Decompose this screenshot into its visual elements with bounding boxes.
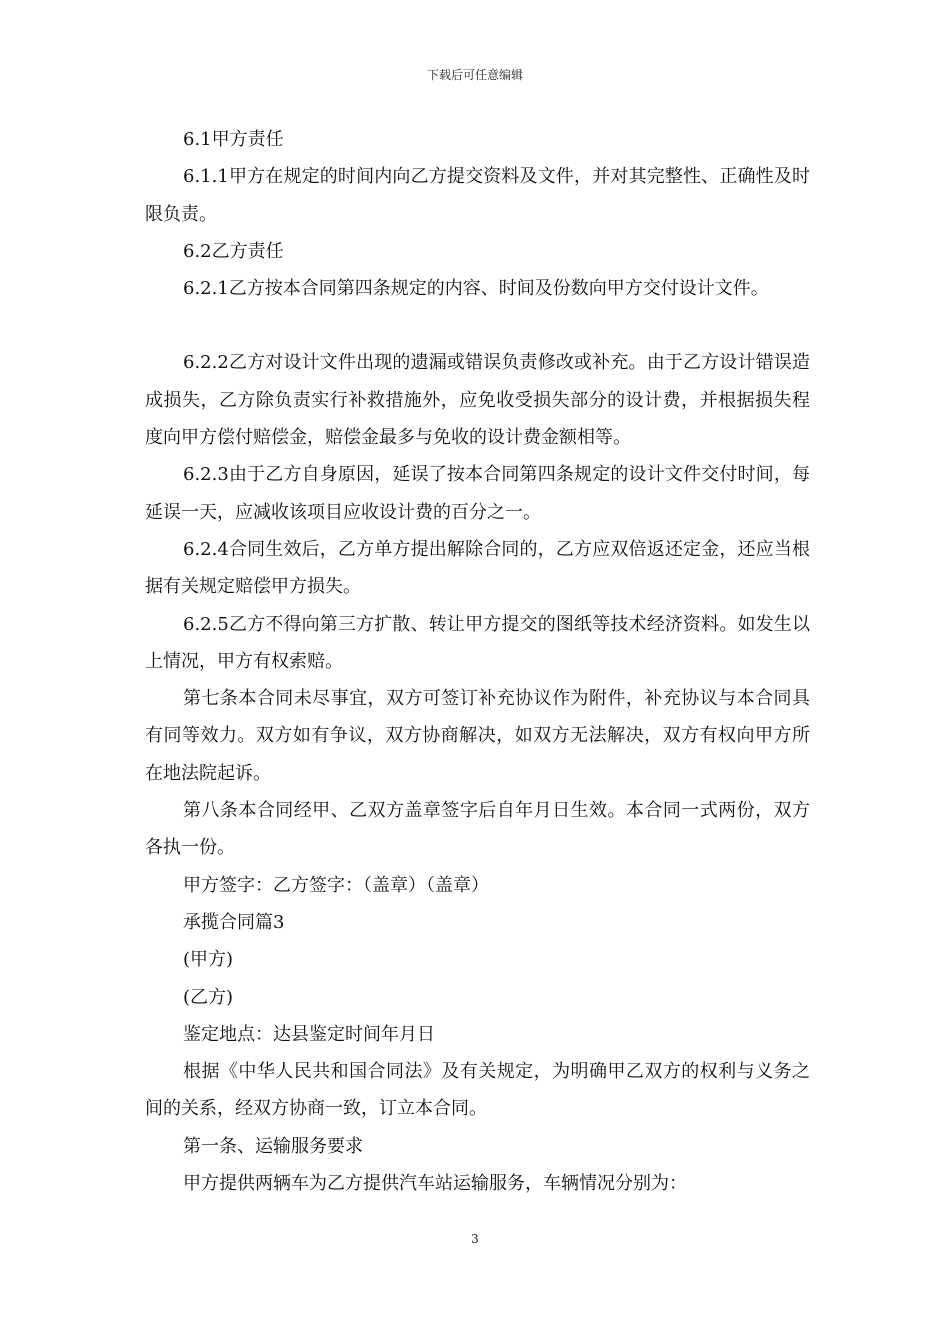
- paragraph: 6.2乙方责任: [183, 240, 284, 262]
- paragraph: 6.2.4合同生效后，乙方单方提出解除合同的，乙方应双倍返还定金，还应当根据有关规定赔偿甲方损失。: [145, 538, 810, 598]
- paragraph: 甲方提供两辆车为乙方提供汽车站运输服务，车辆情况分别为：: [183, 1173, 687, 1195]
- paragraph: 6.1.1甲方在规定的时间内向乙方提交资料及文件，并对其完整性、正确性及时限负责。: [145, 166, 810, 225]
- appraisal-location-line: 鉴定地点：达县鉴定时间年月日: [183, 1023, 435, 1045]
- paragraph: 6.2.1乙方按本合同第四条规定的内容、时间及份数向甲方交付设计文件。: [183, 278, 769, 300]
- paragraph: 6.2.2乙方对设计文件出现的遗漏或错误负责修改或补充。由于乙方设计错误造成损失，乙方除负责实行补救措施外，应免收受损失部分的设计费，并根据损失程度向甲方偿付赔偿金，赔偿金最多与免收的设计费金额相等。: [145, 352, 810, 449]
- blank-line: [145, 307, 810, 344]
- paragraph: 根据《中华人民共和国合同法》及有关规定，为明确甲乙双方的权利与义务之间的关系，经双方协商一致，订立本合同。: [145, 1061, 810, 1120]
- signature-line: 甲方签字：乙方签字：（盖章）（盖章）: [183, 874, 489, 896]
- paragraph: 6.2.3由于乙方自身原因，延误了按本合同第四条规定的设计文件交付时间，每延误一天，应减收该项目应收设计费的百分之一。: [145, 464, 810, 523]
- party-a-line: (甲方): [183, 949, 234, 971]
- paragraph: 6.1甲方责任: [183, 129, 284, 150]
- paragraph: 第八条本合同经甲、乙双方盖章签字后自年月日生效。本合同一式两份，双方各执一份。: [145, 800, 810, 859]
- page-number: 3: [471, 1232, 479, 1246]
- document-body: [145, 121, 810, 1202]
- section-title: 承揽合同篇3: [183, 911, 285, 933]
- paragraph: 第七条本合同未尽事宜，双方可签订补充协议作为附件，补充协议与本合同具有同等效力。双方如有争议，双方协商解决，如双方无法解决，双方有权向甲方所在地法院起诉。: [145, 688, 810, 784]
- article-heading: 第一条、运输服务要求: [183, 1135, 363, 1157]
- party-b-line: (乙方): [183, 986, 234, 1008]
- paragraph: 6.2.5乙方不得向第三方扩散、转让甲方提交的图纸等技术经济资料。如发生以上情况，甲方有权索赔。: [145, 613, 810, 672]
- page-header: 下载后可任意编辑: [426, 68, 523, 82]
